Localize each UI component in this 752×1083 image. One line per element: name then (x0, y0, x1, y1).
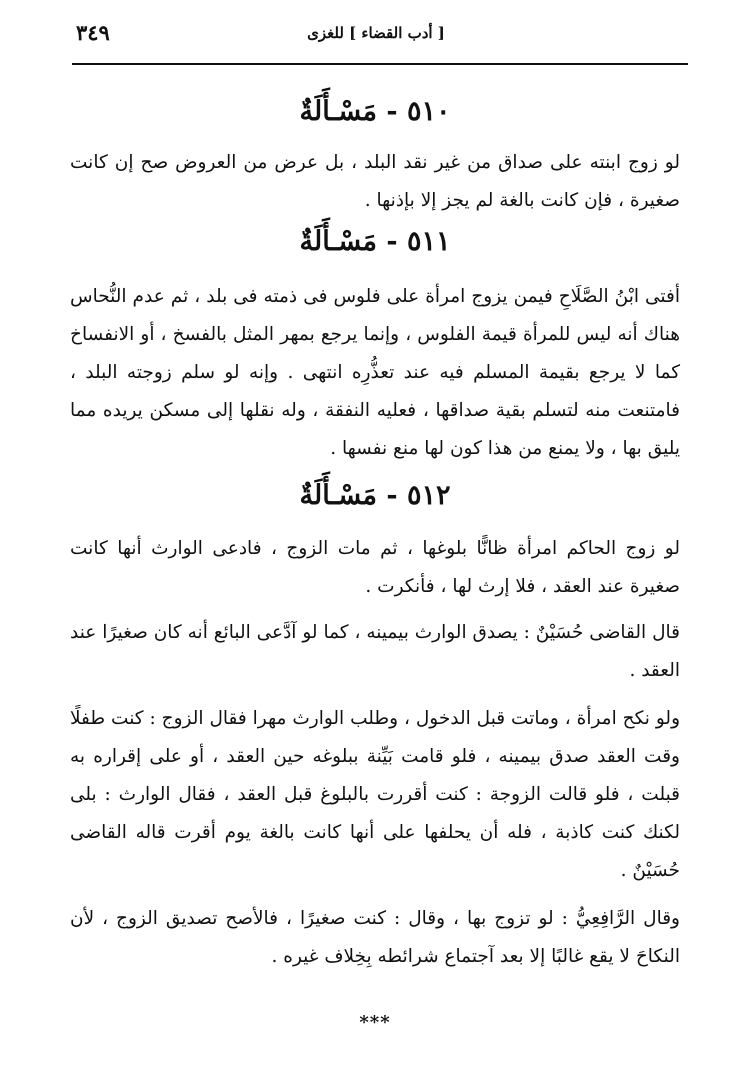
running-title: [ أدب القضاء ] للغزى (307, 24, 445, 42)
issue-heading: ٥١٢ - مَسْـأَلَةٌ (299, 480, 451, 511)
issue-heading: ٥١١ - مَسْـأَلَةٌ (299, 226, 451, 257)
paragraph: لو زوج الحاكم امرأة ظانًّا بلوغها ، ثم مات الزوج ، فادعى الوارث أنها كانت صغيرة عند العقد ، فلا إرث لها ، فأنكرت . (70, 538, 680, 597)
paragraph: قال القاضى حُسَيْنٌ : يصدق الوارث بيمينه ، كما لو آدَّعى البائع أنه كان صغيرًا عند العقد . (70, 622, 680, 681)
paragraph: وقال الرَّافِعِيُّ : لو تزوج بها ، وقال : كنت صغيرًا ، فالأصح تصديق الزوج ، لأن النكاحَ لا يقع غالبًا إلا بعد آجتماع شرائطه بِخِلاف غيره . (70, 908, 680, 967)
issue-512 (70, 476, 680, 976)
page-number: ٣٤٩ (76, 20, 110, 45)
page-body (70, 92, 680, 1033)
paragraph: ولو نكح امرأة ، وماتت قبل الدخول ، وطلب الوارث مهرا فقال الزوج : كنت طفلًا وقت العقد صدق بيمينه ، فلو قامت بَيِّنة ببلوغه حين العقد ، أو على إقراره به قبلت ، فلو قالت الزوجة : كنت أقررت بالبلوغ قبل العقد ، فقال الوارث : بلى لكنك كنت كاذبة ، فله أن يحلفها على أنها كانت بالغة يوم أقرت قاله القاضى حُسَيْنٌ . (70, 708, 680, 881)
paragraph: لو زوج ابنته على صداق من غير نقد البلد ، بل عرض من العروض صح إن كانت صغيرة ، فإن كانت بالغة لم يجز إلا بإذنها . (70, 152, 680, 211)
issue-510 (70, 92, 680, 220)
section-end-ornament: *** (359, 1012, 391, 1033)
running-head (68, 18, 684, 50)
issue-511 (70, 222, 680, 468)
issue-heading: ٥١٠ - مَسْـأَلَةٌ (299, 96, 451, 127)
paragraph: أفتى ابْنُ الصَّلَاحِ فيمن يزوج امرأة على فلوس فى ذمته فى بلد ، ثم عدم النُّحاس هناك أنه ليس للمرأة قيمة الفلوس ، وإنما يرجع بمهر المثل بالفسخ ، أو الانفساخ كما لا يرجع بقيمة المسلم فيه عند تعذُّرِه انتهى . وإنه لو سلم زوجته البلد ، فامتنعت منه لتسلم بقية صداقها ، فعليه النفقة ، وله نقلها إلى مسكن يريده مما يليق بها ، ولا يمنع من هذا كون لها منع نفسها . (70, 286, 680, 459)
header-rule (72, 63, 688, 65)
